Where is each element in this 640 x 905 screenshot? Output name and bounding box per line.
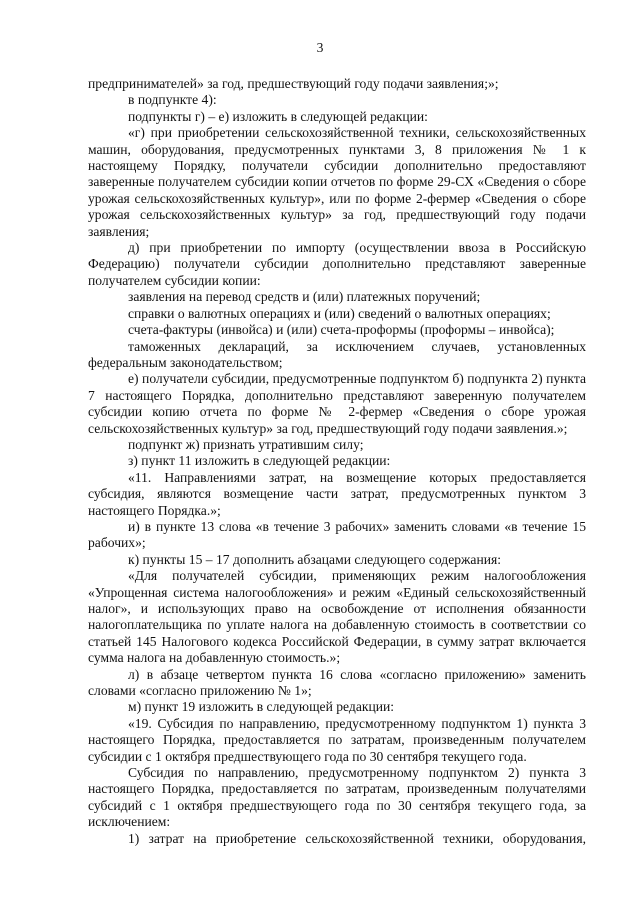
document-body [88, 76, 586, 847]
paragraph: предпринимателей» за год, предшествующий году подачи заявления;»; [88, 76, 499, 91]
paragraph: в подпункте 4): [128, 92, 217, 108]
paragraph: «г) при приобретении сельскохозяйственной техники, сельскохозяйственных машин, оборудования, предусмотренных пунктами 3, 8 приложения № 1 к настоящему Порядку, получатели субсидии дополнительно предоставляют заверенные получателем субсидии копии отчетов по форме 29-СХ «Сведения о сборе урожая сельскохозяйственных культур», или по форме 2-фермер «Сведения о сборе урожая сельскохозяйственных культур» за год, предшествующий году подачи заявления; [88, 125, 586, 239]
paragraph: е) получатели субсидии, предусмотренные подпунктом б) подпункта 2) пункта 7 настоящего Порядка, дополнительно представляют заверенную получателем субсидии копию отчета по форме № 2-фермер «Сведения о сборе урожая сельскохозяйственных культур» за год, предшествующий году подачи заявления.»; [88, 371, 586, 436]
paragraph: з) пункт 11 изложить в следующей редакции: [128, 453, 391, 469]
paragraph: и) в пункте 13 слова «в течение 3 рабочих» заменить словами «в течение 15 рабочих»; [88, 518, 586, 551]
paragraph: таможенных деклараций, за исключением случаев, установленных федеральным законодательством; [88, 338, 586, 370]
paragraph: подпункт ж) признать утратившим силу; [128, 436, 364, 452]
paragraph: «19. Субсидия по направлению, предусмотренному подпунктом 1) пункта 3 настоящего Порядка, предоставляется по затратам, произведенным получателем субсидии с 1 октября предшествующего года по 30 сентября текущего года. [88, 715, 586, 764]
paragraph: л) в абзаце четвертом пункта 16 слова «согласно приложению» заменить словами «согласно приложению № 1»; [88, 666, 586, 699]
paragraph: Субсидия по направлению, предусмотренному подпунктом 2) пункта 3 настоящего Порядка, предоставляется по затратам, произведенным получателями субсидий с 1 октября предшествующего года по 30 сентября текущего года, за исключением: [88, 765, 586, 830]
paragraph: справки о валютных операциях и (или) сведений о валютных операциях; [128, 305, 551, 321]
paragraph: к) пункты 15 – 17 дополнить абзацами следующего содержания: [128, 551, 502, 567]
paragraph: д) при приобретении по импорту (осуществлении ввоза в Российскую Федерацию) получатели субсидии дополнительно представляют заверенные получателем субсидии копии: [88, 240, 586, 288]
page-number: 3 [316, 40, 324, 55]
paragraph: 1) затрат на приобретение сельскохозяйственной техники, оборудования, [128, 830, 586, 846]
paragraph: «Для получателей субсидии, применяющих режим налогообложения «Упрощенная система налогообложения» и режим «Единый сельскохозяйственный налог», и использующих право на освобождение от исполнения обязанности налогоплательщика по уплате налога на добавленную стоимость в соответствии со статьей 145 Налогового кодекса Российской Федерации, в сумму затрат включается сумма налога на добавленную стоимость.»; [88, 568, 586, 666]
paragraph: м) пункт 19 изложить в следующей редакции: [128, 699, 395, 715]
paragraph: «11. Направлениями затрат, на возмещение которых предоставляется субсидия, являются возмещение части затрат, предусмотренных пунктом 3 настоящего Порядка.»; [88, 469, 586, 518]
paragraph: подпункты г) – е) изложить в следующей редакции: [128, 108, 428, 124]
paragraph: счета-фактуры (инвойса) и (или) счета-проформы (проформы – инвойса); [128, 322, 555, 338]
paragraph: заявления на перевод средств и (или) платежных поручений; [128, 289, 481, 305]
